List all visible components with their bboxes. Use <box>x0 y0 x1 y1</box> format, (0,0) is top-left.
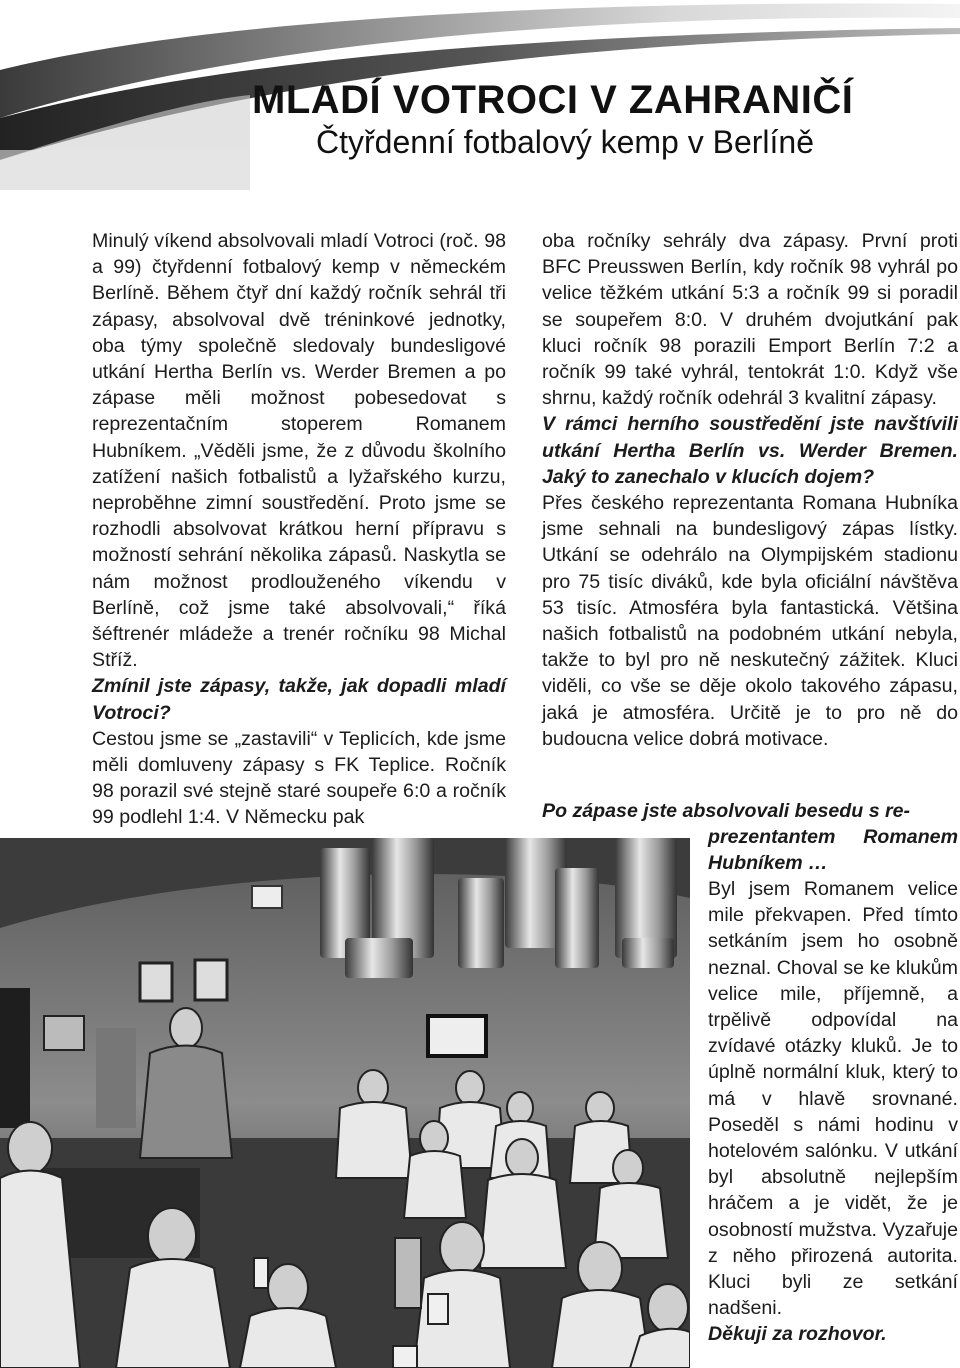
article-paragraph: Přes českého reprezentanta Romana Hubníka jsme sehnali na bundesligový zápas lístky. Utkání se odehrálo na Olympijském stadionu pro 75 tisíc diváků, kde byla oficiální návštěva 53 tisíc. Atmosféra byla fantastická. Většina našich fotbalistů na podobném utkání nebyla, takže to byl pro ně neskutečný zážitek. Kluci viděli, co vše se děje okolo takového zápasu, jaká je atmosféra. Určitě je to pro ně do budoucna velice dobrá motivace. <box>542 492 958 750</box>
interview-closing: Děkuji za rozhovor. <box>708 1323 887 1346</box>
article-column-left <box>92 228 506 831</box>
article-paragraph: Byl jsem Romanem velice mile překvapen. Před tímto setkáním jsem ho osobně neznal. Choval se ke klukům velice mile, příjemně, a trpělivě odpovídal na zvídavé otázky kluků. Je to úplně normální kluk, který to má v hlavě srovnané. Poseděl s námi hodinu v hotelovém salónku. V utkání byl absolutně nejlepším hráčem a je vidět, že je osobností mužstva. Vyzařuje z něho přirozená autorita. Kluci byli ze setkání nadšeni. <box>708 878 958 1320</box>
article-paragraph: Cestou jsme se „zastavili“ v Teplicích, kde jsme měli domluveny zápasy s FK Teplice. Ročník 98 porazil své stejně staré soupeře 6:0 a ročník 99 podlehl 1:4. V Německu pak <box>92 727 506 829</box>
article-column-right <box>542 228 958 752</box>
photo-players-meeting <box>0 838 690 1368</box>
article-paragraph: oba ročníky sehrály dva zápasy. První proti BFC Preusswen Berlín, kdy ročník 98 vyhrál po velice těžkém utkání 5:3 a ročník 99 si poradil se soupeřem 8:0. V druhém dvojutkání pak kluci ročník 98 porazili Emport Berlín 7:2 a ročník 99 také vyhrál, tentokrát 1:0. Když vše shrnu, každý ročník odehrál 3 kvalitní zápasy. <box>542 230 958 410</box>
page-title: MLADÍ VOTROCI V ZAHRANIČÍ <box>252 78 854 122</box>
interview-question-line: Po zápase jste absolvovali besedu s re- <box>542 800 911 822</box>
page-subtitle: Čtyřdenní fotbalový kemp v Berlíně <box>316 124 815 160</box>
interview-question: Zmínil jste zápasy, takže, jak dopadli mladí Votroci? <box>92 675 506 724</box>
photo-image <box>0 838 690 1368</box>
interview-question: V rámci herního soustředění jste navštívili utkání Hertha Berlín vs. Werder Bremen. Jaký to zanechalo v klucích dojem? <box>542 413 958 488</box>
interview-question-line: prezentantem Romanem Hubníkem … <box>708 826 958 875</box>
article-paragraph: Minulý víkend absolvovali mladí Votroci (roč. 98 a 99) čtyřdenní fotbalový kemp v německém Berlíně. Během čtyř dní každý ročník sehrál tři zápasy, absolvoval dvě tréninkové jednotky, oba týmy společně sledovaly bundesligové utkání Hertha Berlín vs. Werder Bremen a po zápase měli možnost pobesedovat s reprezentačním stoperem Romanem Hubníkem. „Věděli jsme, že z důvodu školního zatížení našich fotbalistů a lyžařského kurzu, neproběhne zimní soustředění. Proto jsme se rozhodli absolvovat krátkou herní přípravu s možností sehrání několika zápasů. Naskytla se nám možnost prodlouženého víkendu v Berlíně, což jsme také absolvovali,“ říká šéftrenér mládeže a trenér ročníku 98 Michal Stříž. <box>92 230 506 672</box>
article-column-right-lower <box>708 876 958 1348</box>
